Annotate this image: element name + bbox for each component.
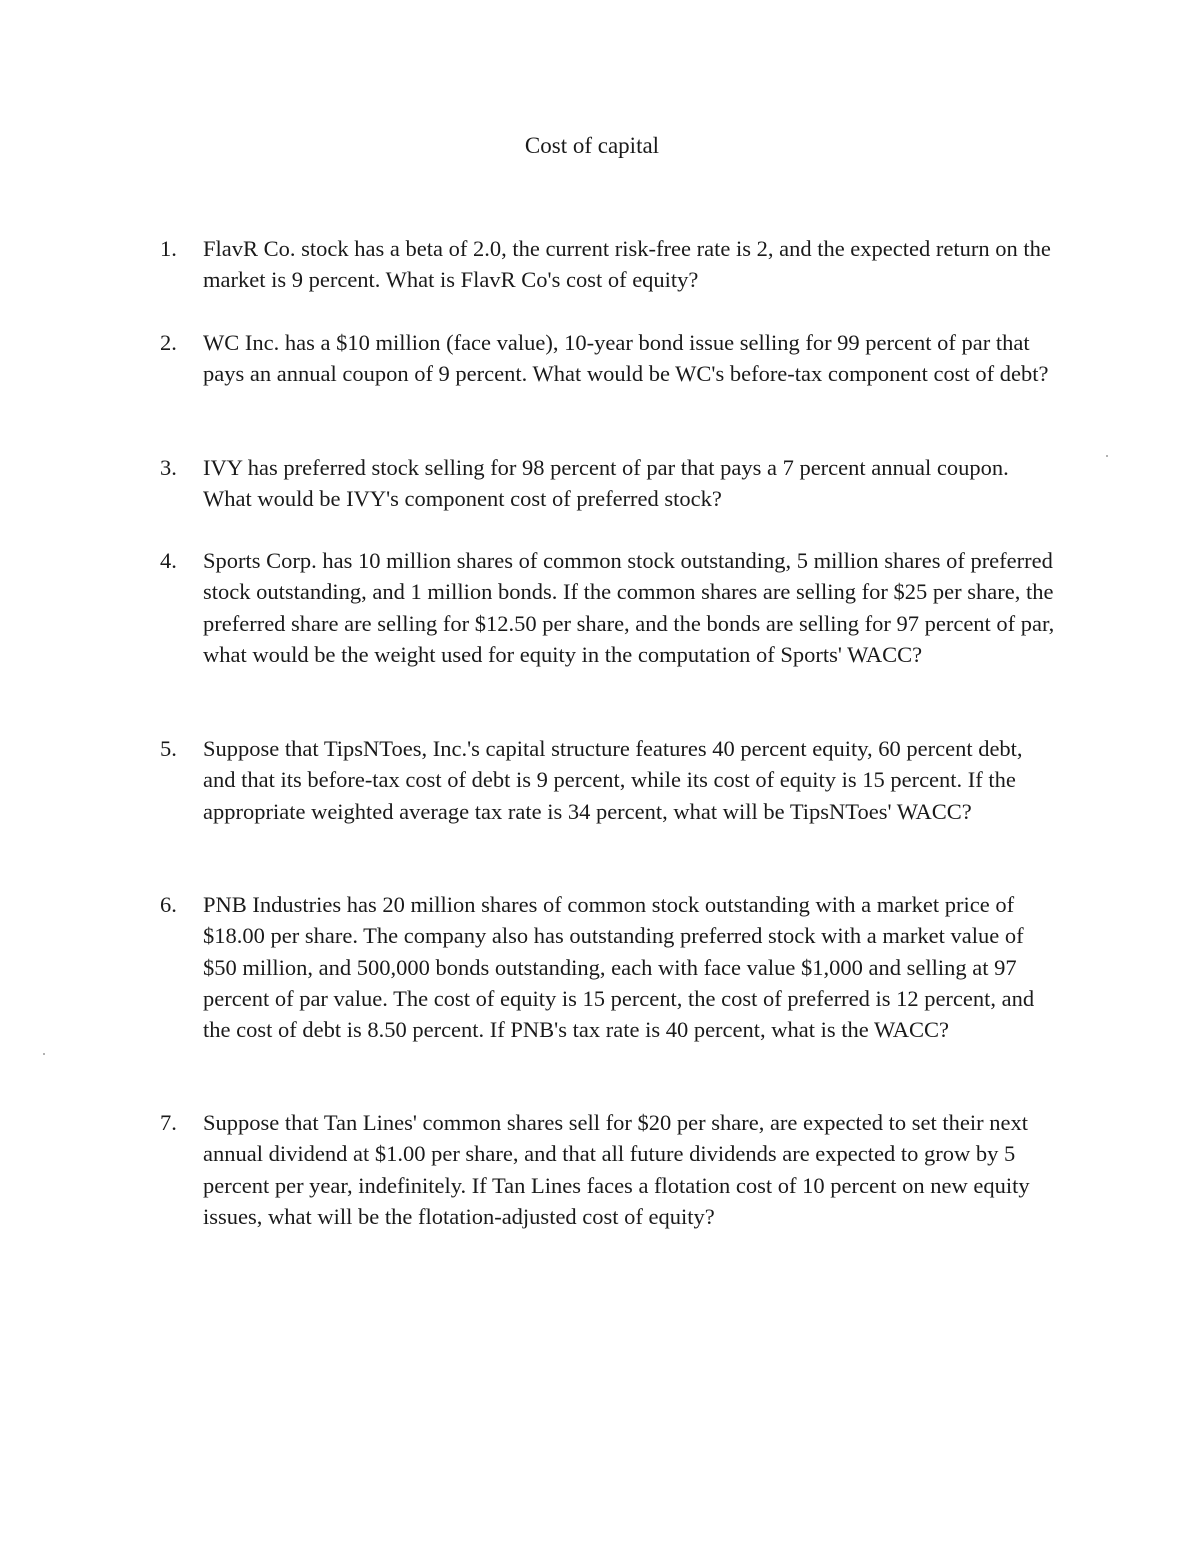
scan-speck: [1106, 455, 1108, 457]
question-4: [160, 545, 1060, 670]
question-5: [160, 733, 1060, 827]
question-number: 5.: [160, 736, 177, 761]
question-1: [160, 233, 1060, 296]
question-text: IVY has preferred stock selling for 98 percent of par that pays a 7 percent annual coupon. What would be IVY's component cost of preferred stock?: [203, 455, 1009, 512]
question-3: [160, 452, 1060, 515]
page-title: Cost of capital: [524, 133, 660, 158]
question-number: 2.: [160, 330, 177, 355]
question-number: 6.: [160, 892, 177, 917]
question-text: Suppose that TipsNToes, Inc.'s capital structure features 40 percent equity, 60 percent debt, and that its before-tax cost of debt is 9 percent, while its cost of equity is 15 percent. If the appropriate weighted average tax rate is 34 percent, what will be TipsNToes' WACC?: [203, 736, 1023, 824]
question-text: WC Inc. has a $10 million (face value), 10-year bond issue selling for 99 percent of par that pays an annual coupon of 9 percent. What would be WC's before-tax component cost of debt?: [203, 330, 1049, 387]
question-6: [160, 889, 1060, 1045]
question-text: FlavR Co. stock has a beta of 2.0, the current risk-free rate is 2, and the expected return on the market is 9 percent. What is FlavR Co's cost of equity?: [203, 236, 1051, 293]
question-7: [160, 1107, 1060, 1232]
scan-speck: [43, 1053, 45, 1055]
question-number: 3.: [160, 455, 177, 480]
question-text: Sports Corp. has 10 million shares of common stock outstanding, 5 million shares of preferred stock outstanding, and 1 million bonds. If the common shares are selling for $25 per share, the preferred share are selling for $12.50 per share, and the bonds are selling for 97 percent of par, what would be the weight used for equity in the computation of Sports' WACC?: [203, 548, 1055, 667]
question-text: Suppose that Tan Lines' common shares sell for $20 per share, are expected to set their next annual dividend at $1.00 per share, and that all future dividends are expected to grow by 5 percent per year, indefinitely. If Tan Lines faces a flotation cost of 10 percent on new equity issues, what will be the flotation-adjusted cost of equity?: [203, 1110, 1030, 1229]
question-number: 7.: [160, 1110, 177, 1135]
question-number: 4.: [160, 548, 177, 573]
question-2: [160, 327, 1060, 390]
question-text: PNB Industries has 20 million shares of common stock outstanding with a market price of $18.00 per share. The company also has outstanding preferred stock with a market value of $50 million, and 500,000 bonds outstanding, each with face value $1,000 and selling at 97 percent of par value. The cost of equity is 15 percent, the cost of preferred is 12 percent, and the cost of debt is 8.50 percent. If PNB's tax rate is 40 percent, what is the WACC?: [203, 892, 1035, 1043]
question-number: 1.: [160, 236, 177, 261]
